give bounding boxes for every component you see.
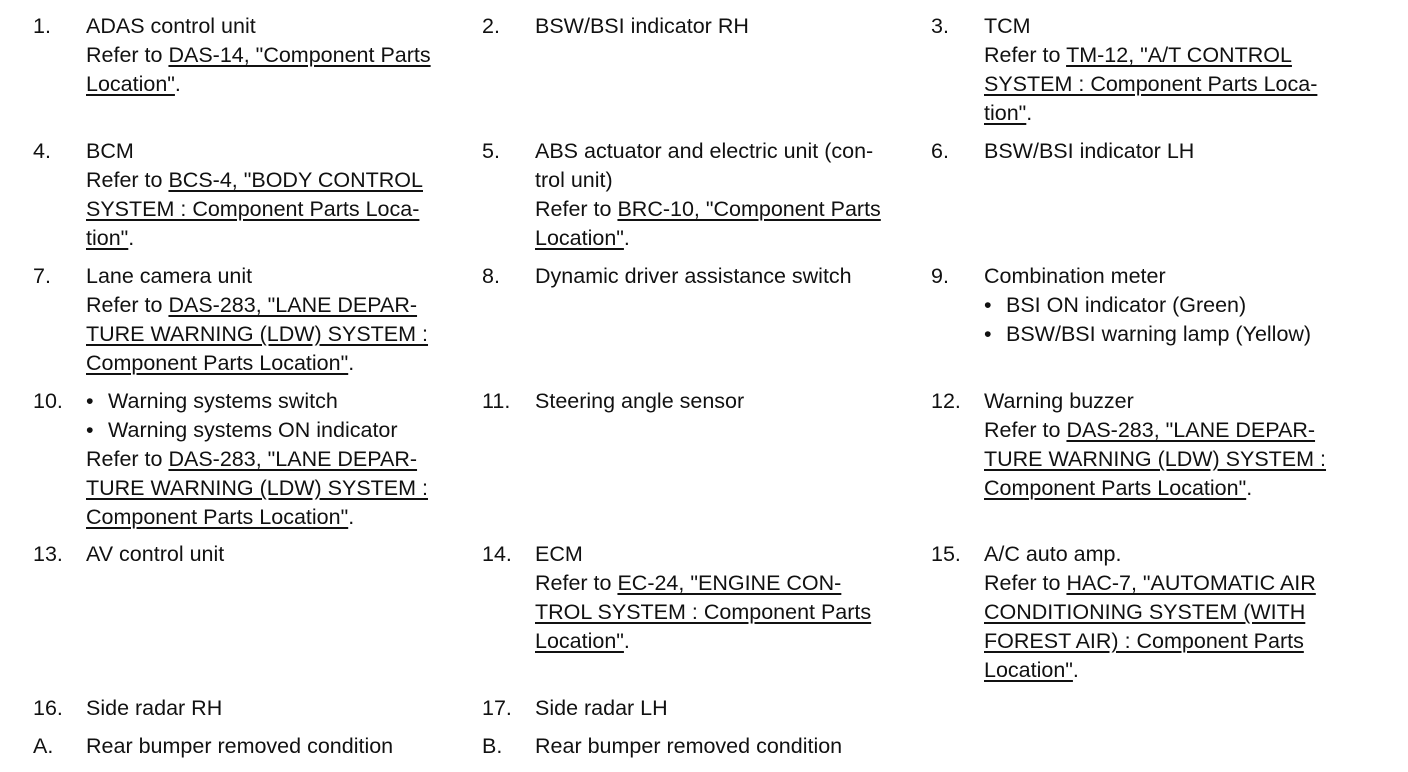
- item-number: 12.: [931, 389, 961, 413]
- line-text: Refer to: [86, 168, 169, 192]
- line-text: BSW/BSI indicator RH: [535, 14, 749, 38]
- description-line: [86, 291, 428, 320]
- description-line: [984, 262, 1311, 291]
- description-line: [984, 445, 1326, 474]
- item-number: 10.: [33, 389, 63, 413]
- item-description: [86, 12, 431, 99]
- description-line: [984, 569, 1316, 598]
- item-description: [535, 387, 744, 416]
- line-text: Refer to: [86, 293, 169, 317]
- description-line: [535, 569, 871, 598]
- reference-link[interactable]: TROL SYSTEM : Component Parts: [535, 600, 872, 624]
- reference-link[interactable]: DAS-283, "LANE DEPAR-: [168, 447, 418, 471]
- description-line: [86, 12, 431, 41]
- reference-link[interactable]: DAS-283, "LANE DEPAR-: [1066, 418, 1316, 442]
- item-description: [86, 732, 393, 761]
- description-line: [86, 732, 393, 761]
- description-line: [535, 262, 852, 291]
- item-description: [535, 732, 842, 761]
- item-description: [535, 540, 871, 656]
- item-number: 13.: [33, 542, 63, 566]
- line-text: TCM: [984, 14, 1031, 38]
- reference-link[interactable]: TURE WARNING (LDW) SYSTEM :: [86, 476, 429, 500]
- item-number: 3.: [931, 14, 949, 38]
- item-number: 11.: [482, 389, 511, 413]
- line-text: AV control unit: [86, 542, 225, 566]
- line-text: .: [128, 226, 135, 250]
- line-text: Rear bumper removed condition: [535, 734, 843, 758]
- description-line: [86, 224, 423, 253]
- bullet-item: • BSW/BSI warning lamp (Yellow): [984, 320, 1311, 349]
- bullet-item: • BSI ON indicator (Green): [984, 291, 1311, 320]
- line-text: Lane camera unit: [86, 264, 253, 288]
- line-text: Refer to: [535, 197, 618, 221]
- description-line: [86, 70, 431, 99]
- reference-link[interactable]: tion": [984, 101, 1027, 125]
- item-description: [86, 694, 222, 723]
- description-line: [535, 540, 871, 569]
- description-line: [984, 41, 1317, 70]
- description-line: [86, 41, 431, 70]
- item-number: 4.: [33, 139, 51, 163]
- line-text: Rear bumper removed condition: [86, 734, 394, 758]
- description-line: [984, 540, 1316, 569]
- item-description: [984, 387, 1326, 503]
- line-text: .: [1072, 658, 1079, 682]
- line-text: BSW/BSI indicator LH: [984, 139, 1195, 163]
- line-text: Side radar LH: [535, 696, 668, 720]
- item-description: [984, 12, 1317, 128]
- description-line: [535, 137, 881, 166]
- description-line: [984, 474, 1326, 503]
- description-line: [535, 387, 744, 416]
- item-number: 2.: [482, 14, 500, 38]
- item-description: [86, 540, 224, 569]
- line-text: .: [1246, 476, 1253, 500]
- description-line: [984, 387, 1326, 416]
- description-line: [86, 137, 423, 166]
- line-text: ABS actuator and electric unit (con-: [535, 139, 874, 163]
- description-line: [535, 732, 842, 761]
- reference-link[interactable]: BRC-10, "Component Parts: [617, 197, 881, 221]
- item-number: 7.: [33, 264, 51, 288]
- description-line: [984, 137, 1194, 166]
- description-line: [535, 12, 749, 41]
- item-description: [984, 540, 1316, 685]
- reference-link[interactable]: FOREST AIR) : Component Parts: [984, 629, 1304, 653]
- bullet-item: • Warning systems switch: [86, 387, 428, 416]
- reference-link[interactable]: tion": [86, 226, 129, 250]
- reference-link[interactable]: TURE WARNING (LDW) SYSTEM :: [984, 447, 1327, 471]
- item-description: [984, 262, 1311, 349]
- description-line: [86, 320, 428, 349]
- item-number: 9.: [931, 264, 949, 288]
- description-line: [86, 195, 423, 224]
- reference-link[interactable]: HAC-7, "AUTOMATIC AIR: [1066, 571, 1316, 595]
- line-text: Side radar RH: [86, 696, 223, 720]
- item-number: 17.: [482, 696, 512, 720]
- item-description: [86, 262, 428, 378]
- item-description: [535, 694, 668, 723]
- description-line: [86, 262, 428, 291]
- reference-link[interactable]: Location": [535, 226, 624, 250]
- reference-link[interactable]: Location": [984, 658, 1073, 682]
- line-text: trol unit): [535, 168, 613, 192]
- reference-link[interactable]: Component Parts Location": [86, 351, 349, 375]
- reference-link[interactable]: Component Parts Location": [984, 476, 1247, 500]
- line-text: Refer to: [984, 43, 1067, 67]
- reference-link[interactable]: SYSTEM : Component Parts Loca-: [984, 72, 1318, 96]
- description-line: [984, 416, 1326, 445]
- description-line: [535, 224, 881, 253]
- item-description: [86, 137, 423, 253]
- line-text: Refer to: [984, 418, 1067, 442]
- reference-link[interactable]: DAS-14, "Component Parts: [168, 43, 431, 67]
- line-text: Combination meter: [984, 264, 1166, 288]
- description-line: [984, 627, 1316, 656]
- reference-link[interactable]: TM-12, "A/T CONTROL: [1066, 43, 1292, 67]
- description-line: [535, 627, 871, 656]
- reference-link[interactable]: TURE WARNING (LDW) SYSTEM :: [86, 322, 429, 346]
- line-text: BCM: [86, 139, 134, 163]
- reference-link[interactable]: Component Parts Location": [86, 505, 349, 529]
- line-text: .: [623, 226, 630, 250]
- description-line: [984, 598, 1316, 627]
- line-text: .: [623, 629, 630, 653]
- item-number: 14.: [482, 542, 512, 566]
- item-description: [535, 12, 749, 41]
- item-number: 5.: [482, 139, 500, 163]
- line-text: .: [348, 351, 355, 375]
- item-description: [984, 137, 1194, 166]
- reference-link[interactable]: EC-24, "ENGINE CON-: [617, 571, 842, 595]
- item-number: 8.: [482, 264, 500, 288]
- item-number: 16.: [33, 696, 63, 720]
- description-line: [86, 540, 224, 569]
- item-number: 6.: [931, 139, 949, 163]
- line-text: Refer to: [86, 43, 169, 67]
- line-text: .: [1026, 101, 1033, 125]
- description-line: [535, 195, 881, 224]
- description-line: [984, 70, 1317, 99]
- description-line: [86, 349, 428, 378]
- description-line: [984, 12, 1317, 41]
- item-number: A.: [33, 734, 54, 758]
- item-number: 1.: [33, 14, 51, 38]
- item-description: [86, 387, 428, 532]
- reference-link[interactable]: Location": [535, 629, 624, 653]
- item-description: [535, 262, 852, 291]
- description-line: [984, 656, 1316, 685]
- line-text: .: [348, 505, 355, 529]
- description-line: [86, 503, 428, 532]
- bullet-item: • Warning systems ON indicator: [86, 416, 428, 445]
- line-text: Refer to: [535, 571, 618, 595]
- description-line: [86, 474, 428, 503]
- item-number: 15.: [931, 542, 961, 566]
- reference-link[interactable]: BCS-4, "BODY CONTROL: [168, 168, 423, 192]
- line-text: Dynamic driver assistance switch: [535, 264, 852, 288]
- line-text: Steering angle sensor: [535, 389, 745, 413]
- description-line: [535, 166, 881, 195]
- line-text: .: [174, 72, 181, 96]
- item-number: B.: [482, 734, 503, 758]
- reference-link[interactable]: SYSTEM : Component Parts Loca-: [86, 197, 420, 221]
- description-line: [86, 694, 222, 723]
- line-text: A/C auto amp.: [984, 542, 1122, 566]
- description-line: [86, 445, 428, 474]
- line-text: ADAS control unit: [86, 14, 256, 38]
- line-text: Warning buzzer: [984, 389, 1134, 413]
- item-description: [535, 137, 881, 253]
- reference-link[interactable]: CONDITIONING SYSTEM (WITH: [984, 600, 1306, 624]
- description-line: [86, 166, 423, 195]
- description-line: [535, 598, 871, 627]
- description-line: [984, 99, 1317, 128]
- reference-link[interactable]: DAS-283, "LANE DEPAR-: [168, 293, 418, 317]
- line-text: ECM: [535, 542, 583, 566]
- line-text: Refer to: [86, 447, 169, 471]
- line-text: Refer to: [984, 571, 1067, 595]
- reference-link[interactable]: Location": [86, 72, 175, 96]
- description-line: [535, 694, 668, 723]
